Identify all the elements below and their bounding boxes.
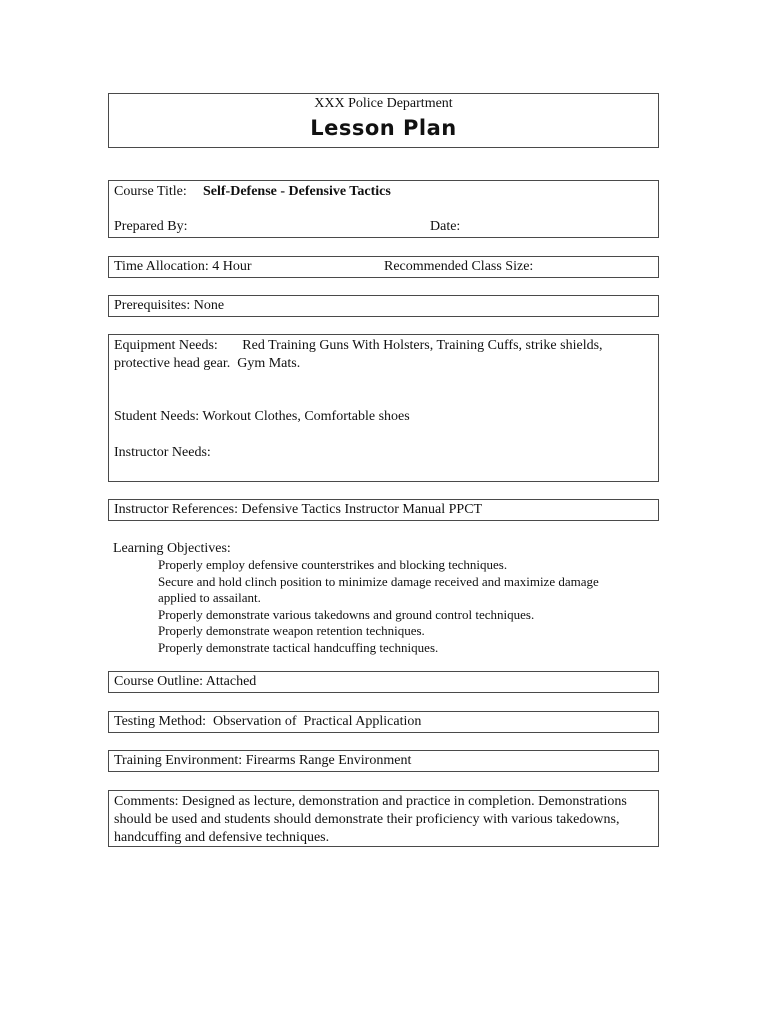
class-size-label: Recommended Class Size: — [384, 259, 534, 274]
header-box — [108, 93, 659, 148]
instructor-references: Instructor References: Defensive Tactics Instructor Manual PPCT — [114, 502, 483, 517]
course-title-value: Self-Defense - Defensive Tactics — [203, 184, 391, 199]
student-needs: Student Needs: Workout Clothes, Comfortable shoes — [114, 409, 410, 424]
prepared-by-label: Prepared By: — [114, 219, 188, 234]
prerequisites-box — [108, 295, 659, 317]
objectives-heading: Learning Objectives: — [113, 541, 231, 556]
training-environment-box — [108, 750, 659, 772]
needs-box — [108, 334, 659, 482]
references-box — [108, 499, 659, 521]
comments-box — [108, 790, 659, 847]
course-info-box — [108, 180, 659, 238]
objectives-list — [113, 557, 633, 656]
objective-item: Properly demonstrate various takedowns and ground control techniques. — [158, 606, 535, 622]
time-allocation-box — [108, 256, 659, 278]
learning-objectives — [113, 541, 633, 656]
objective-item: applied to assailant. — [158, 590, 261, 605]
training-environment: Training Environment: Firearms Range Environment — [114, 753, 412, 768]
department-name: XXX Police Department — [314, 96, 453, 111]
course-outline-box — [108, 671, 659, 693]
objective-item: Properly employ defensive counterstrikes and blocking techniques. — [158, 557, 508, 572]
equipment-needs-line1: Equipment Needs: Red Training Guns With Holsters, Training Cuffs, strike shields, — [114, 338, 603, 353]
date-label: Date: — [430, 219, 461, 234]
course-outline: Course Outline: Attached — [114, 674, 257, 689]
time-allocation: Time Allocation: 4 Hour — [114, 259, 252, 274]
testing-method-box — [108, 711, 659, 733]
testing-method: Testing Method: Observation of Practical Application — [114, 714, 422, 729]
objective-item: Secure and hold clinch position to minimize damage received and maximize damage — [158, 573, 599, 589]
page-title: Lesson Plan — [310, 116, 457, 140]
prerequisites: Prerequisites: None — [114, 298, 225, 313]
equipment-needs-line2: protective head gear. Gym Mats. — [114, 356, 301, 371]
comments: Comments: Designed as lecture, demonstration and practice in completion. Demonstrations should be used and students should demonstrate their proficiency with various takedowns, handcuffing and defensive techniques. — [114, 794, 627, 845]
objective-item: Properly demonstrate tactical handcuffing techniques. — [158, 639, 439, 655]
course-title-label: Course Title: — [114, 184, 187, 199]
instructor-needs: Instructor Needs: — [114, 445, 211, 460]
objective-item: Properly demonstrate weapon retention techniques. — [158, 623, 425, 638]
